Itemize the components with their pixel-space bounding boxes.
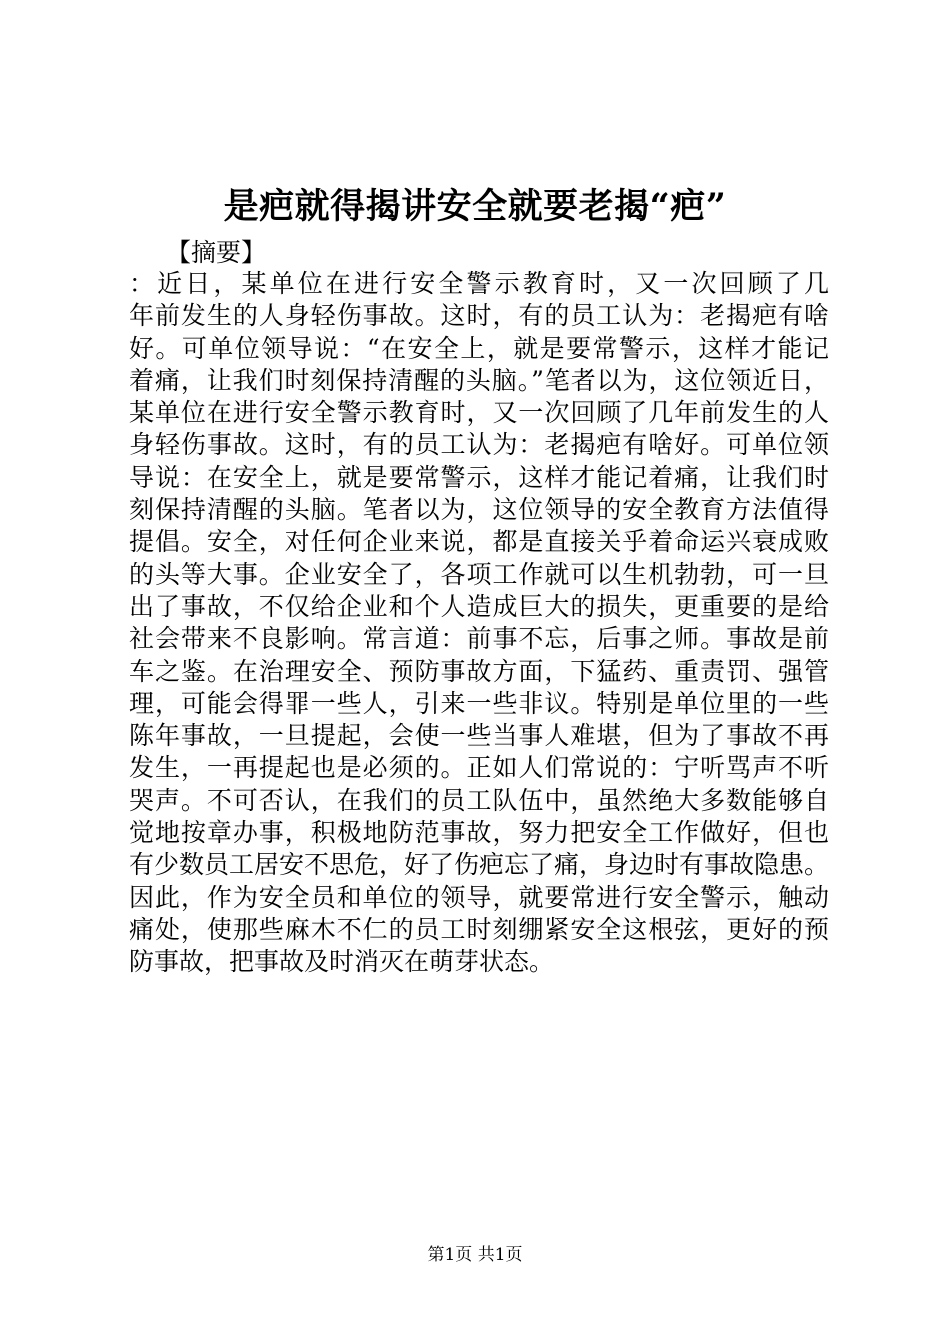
body-line: 导说：在安全上，就是要常警示，这样才能记着痛，让我们时 [129,462,829,492]
body-line: 着痛，让我们时刻保持清醒的头脑。”笔者以为，这位领近日， [129,365,829,395]
body-line: 觉地按章办事，积极地防范事故，努力把安全工作做好，但也 [129,818,829,848]
body-line: 出了事故，不仅给企业和个人造成巨大的损失，更重要的是给 [129,591,829,621]
page-footer: 第1页 共1页 [427,1245,523,1265]
body-text [129,268,829,979]
body-line: 提倡。安全，对任何企业来说，都是直接关乎着命运兴衰成败 [129,527,829,557]
body-line: 因此，作为安全员和单位的领导，就要常进行安全警示，触动 [129,882,829,912]
body-line: 发生，一再提起也是必须的。正如人们常说的：宁听骂声不听 [129,753,829,783]
body-line: 社会带来不良影响。常言道：前事不忘，后事之师。事故是前 [129,624,829,654]
body-line: 有少数员工居安不思危，好了伤疤忘了痛，身边时有事故隐患。 [129,850,830,880]
body-line: 车之鉴。在治理安全、预防事故方面，下猛药、重责罚、强管 [129,656,829,686]
body-line: 刻保持清醒的头脑。笔者以为，这位领导的安全教育方法值得 [129,495,829,525]
body-line: ：近日，某单位在进行安全警示教育时，又一次回顾了几 [129,269,829,298]
abstract-label: 【摘要】 [166,238,267,267]
body-line: 防事故，把事故及时消灭在萌芽状态。 [129,947,555,977]
body-line: 的头等大事。企业安全了，各项工作就可以生机勃勃，可一旦 [129,559,829,589]
body-line: 痛处，使那些麻木不仁的员工时刻绷紧安全这根弦，更好的预 [129,914,829,944]
body-line: 陈年事故，一旦提起，会使一些当事人难堪，但为了事故不再 [129,721,829,751]
body-line: 好。可单位领导说：“在安全上，就是要常警示，这样才能记 [129,333,829,363]
body-line: 哭声。不可否认，在我们的员工队伍中，虽然绝大多数能够自 [129,785,829,815]
body-line: 理，可能会得罪一些人，引来一些非议。特别是单位里的一些 [129,688,829,718]
body-line: 某单位在进行安全警示教育时，又一次回顾了几年前发生的人 [129,398,829,428]
body-line: 年前发生的人身轻伤事故。这时，有的员工认为：老揭疤有啥 [129,301,829,331]
document-title: 是疤就得揭讲安全就要老揭“疤” [223,186,727,227]
body-line: 身轻伤事故。这时，有的员工认为：老揭疤有啥好。可单位领 [129,430,829,460]
